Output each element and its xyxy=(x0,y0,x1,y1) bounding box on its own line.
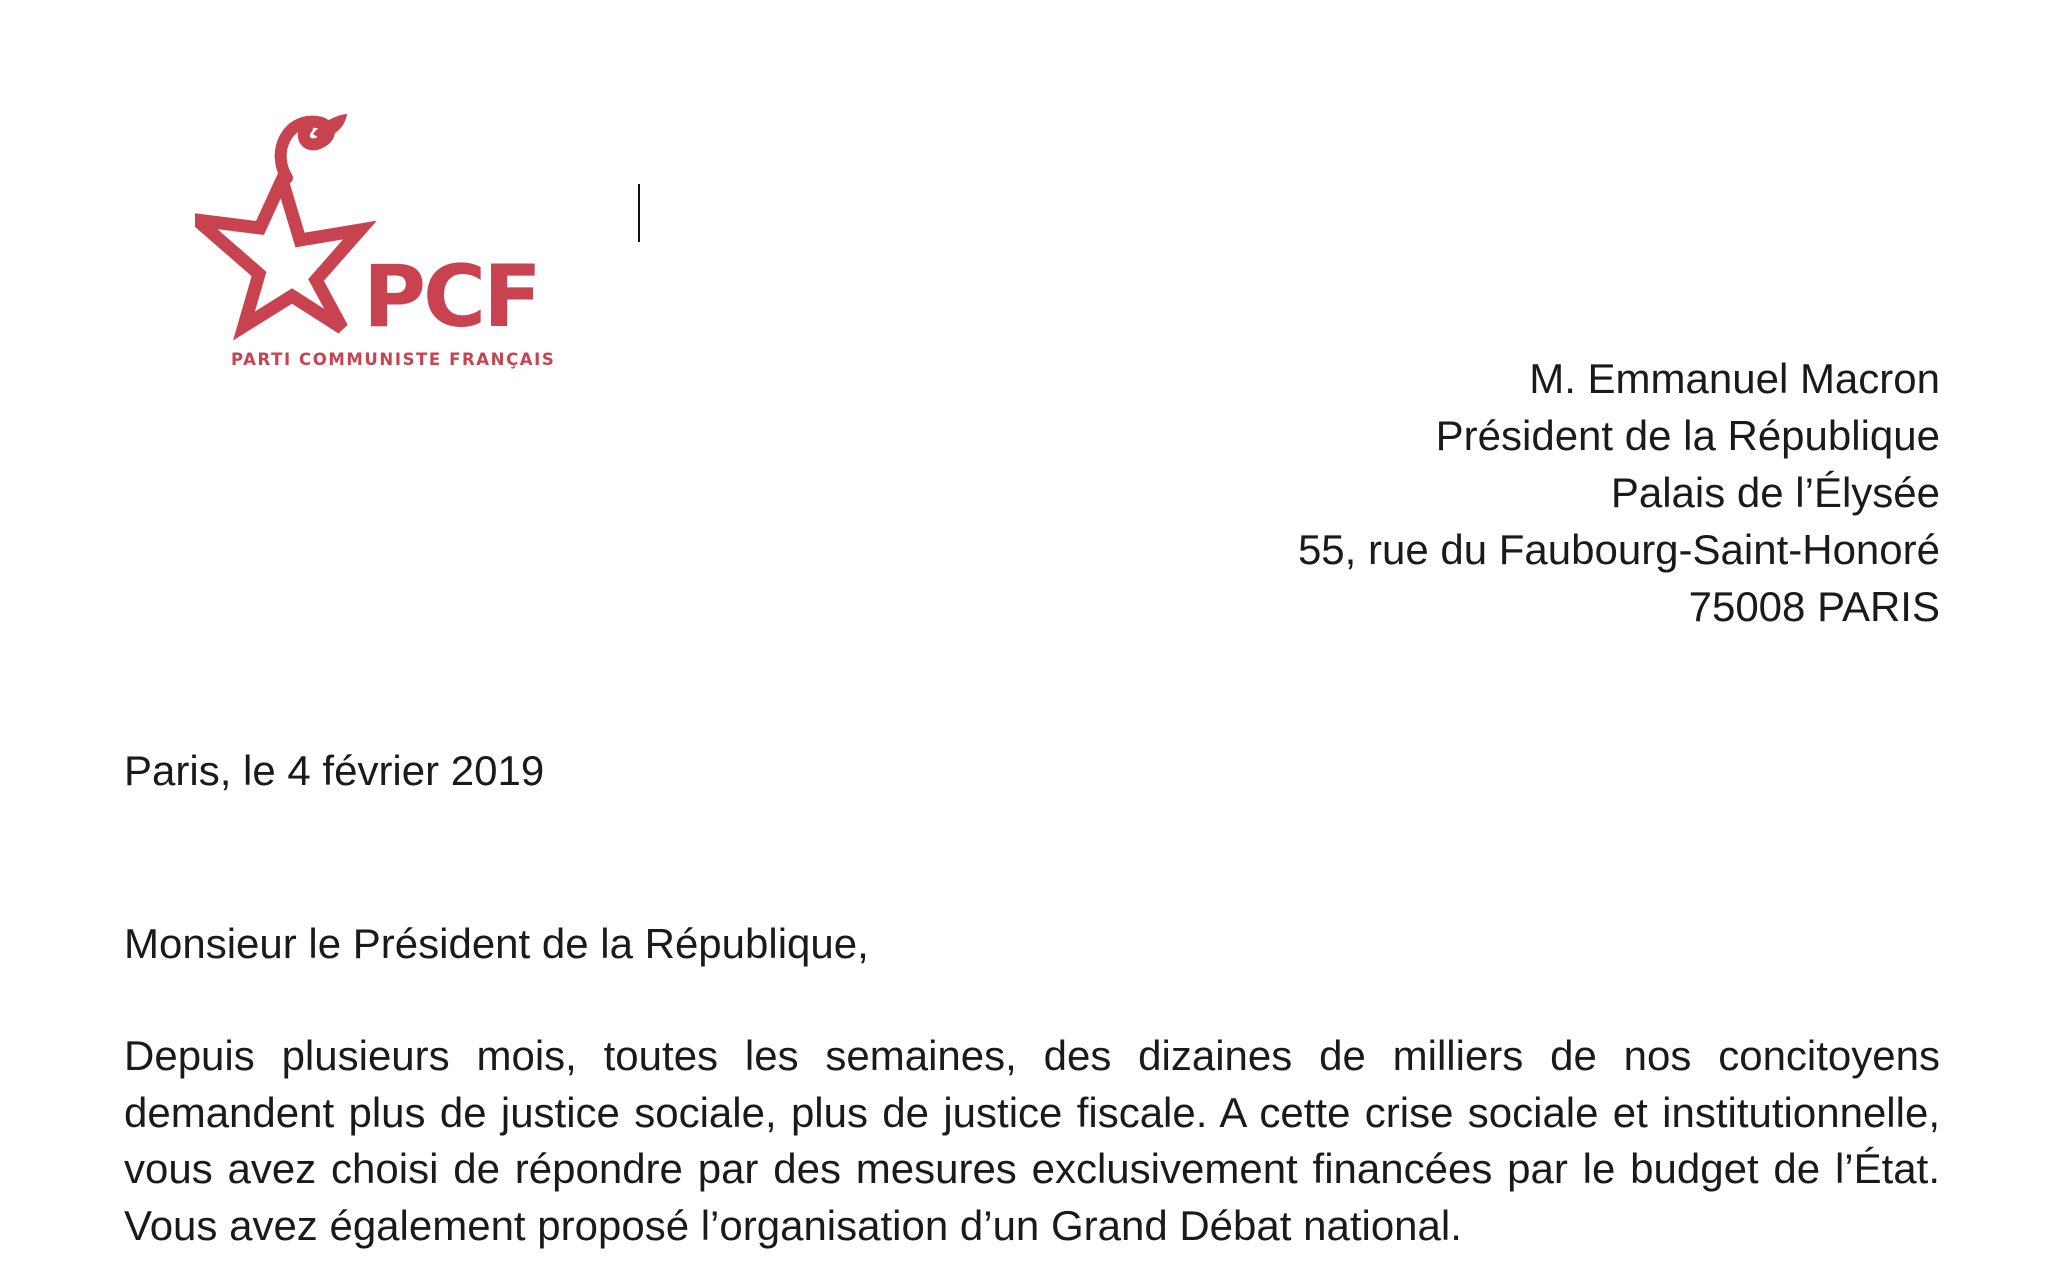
text-cursor xyxy=(638,184,640,242)
recipient-name: M. Emmanuel Macron xyxy=(1529,355,1940,402)
logo-wordmark: PCF xyxy=(363,247,539,347)
body-line: Depuis plusieurs mois, toutes les semaines, des dizaines de milliers de nos concitoyens xyxy=(124,1032,1940,1079)
recipient-title: Président de la République xyxy=(1435,412,1940,459)
body-line: Vous avez également proposé l’organisation d’un Grand Débat national. xyxy=(124,1201,1462,1249)
date-line: Paris, le 4 février 2019 xyxy=(124,747,545,794)
pcf-logo xyxy=(195,112,575,382)
star-icon xyxy=(197,180,360,328)
body-line: demandent plus de justice sociale, plus de justice fiscale. A cette crise sociale et institutionnelle, xyxy=(124,1088,1940,1136)
recipient-place: Palais de l’Élysée xyxy=(1610,469,1940,516)
salutation: Monsieur le Président de la République, xyxy=(124,920,869,967)
recipient-street: 55, rue du Faubourg-Saint-Honoré xyxy=(1297,526,1940,573)
logo-tagline: PARTI COMMUNISTE FRANÇAIS xyxy=(231,350,556,369)
body-line: vous avez choisi de répondre par des mesures exclusivement financées par le budget de l’État. xyxy=(124,1145,1940,1192)
body-paragraph xyxy=(124,1028,1940,1254)
recipient-city: 75008 PARIS xyxy=(1688,583,1940,630)
recipient-address xyxy=(1298,350,1940,635)
